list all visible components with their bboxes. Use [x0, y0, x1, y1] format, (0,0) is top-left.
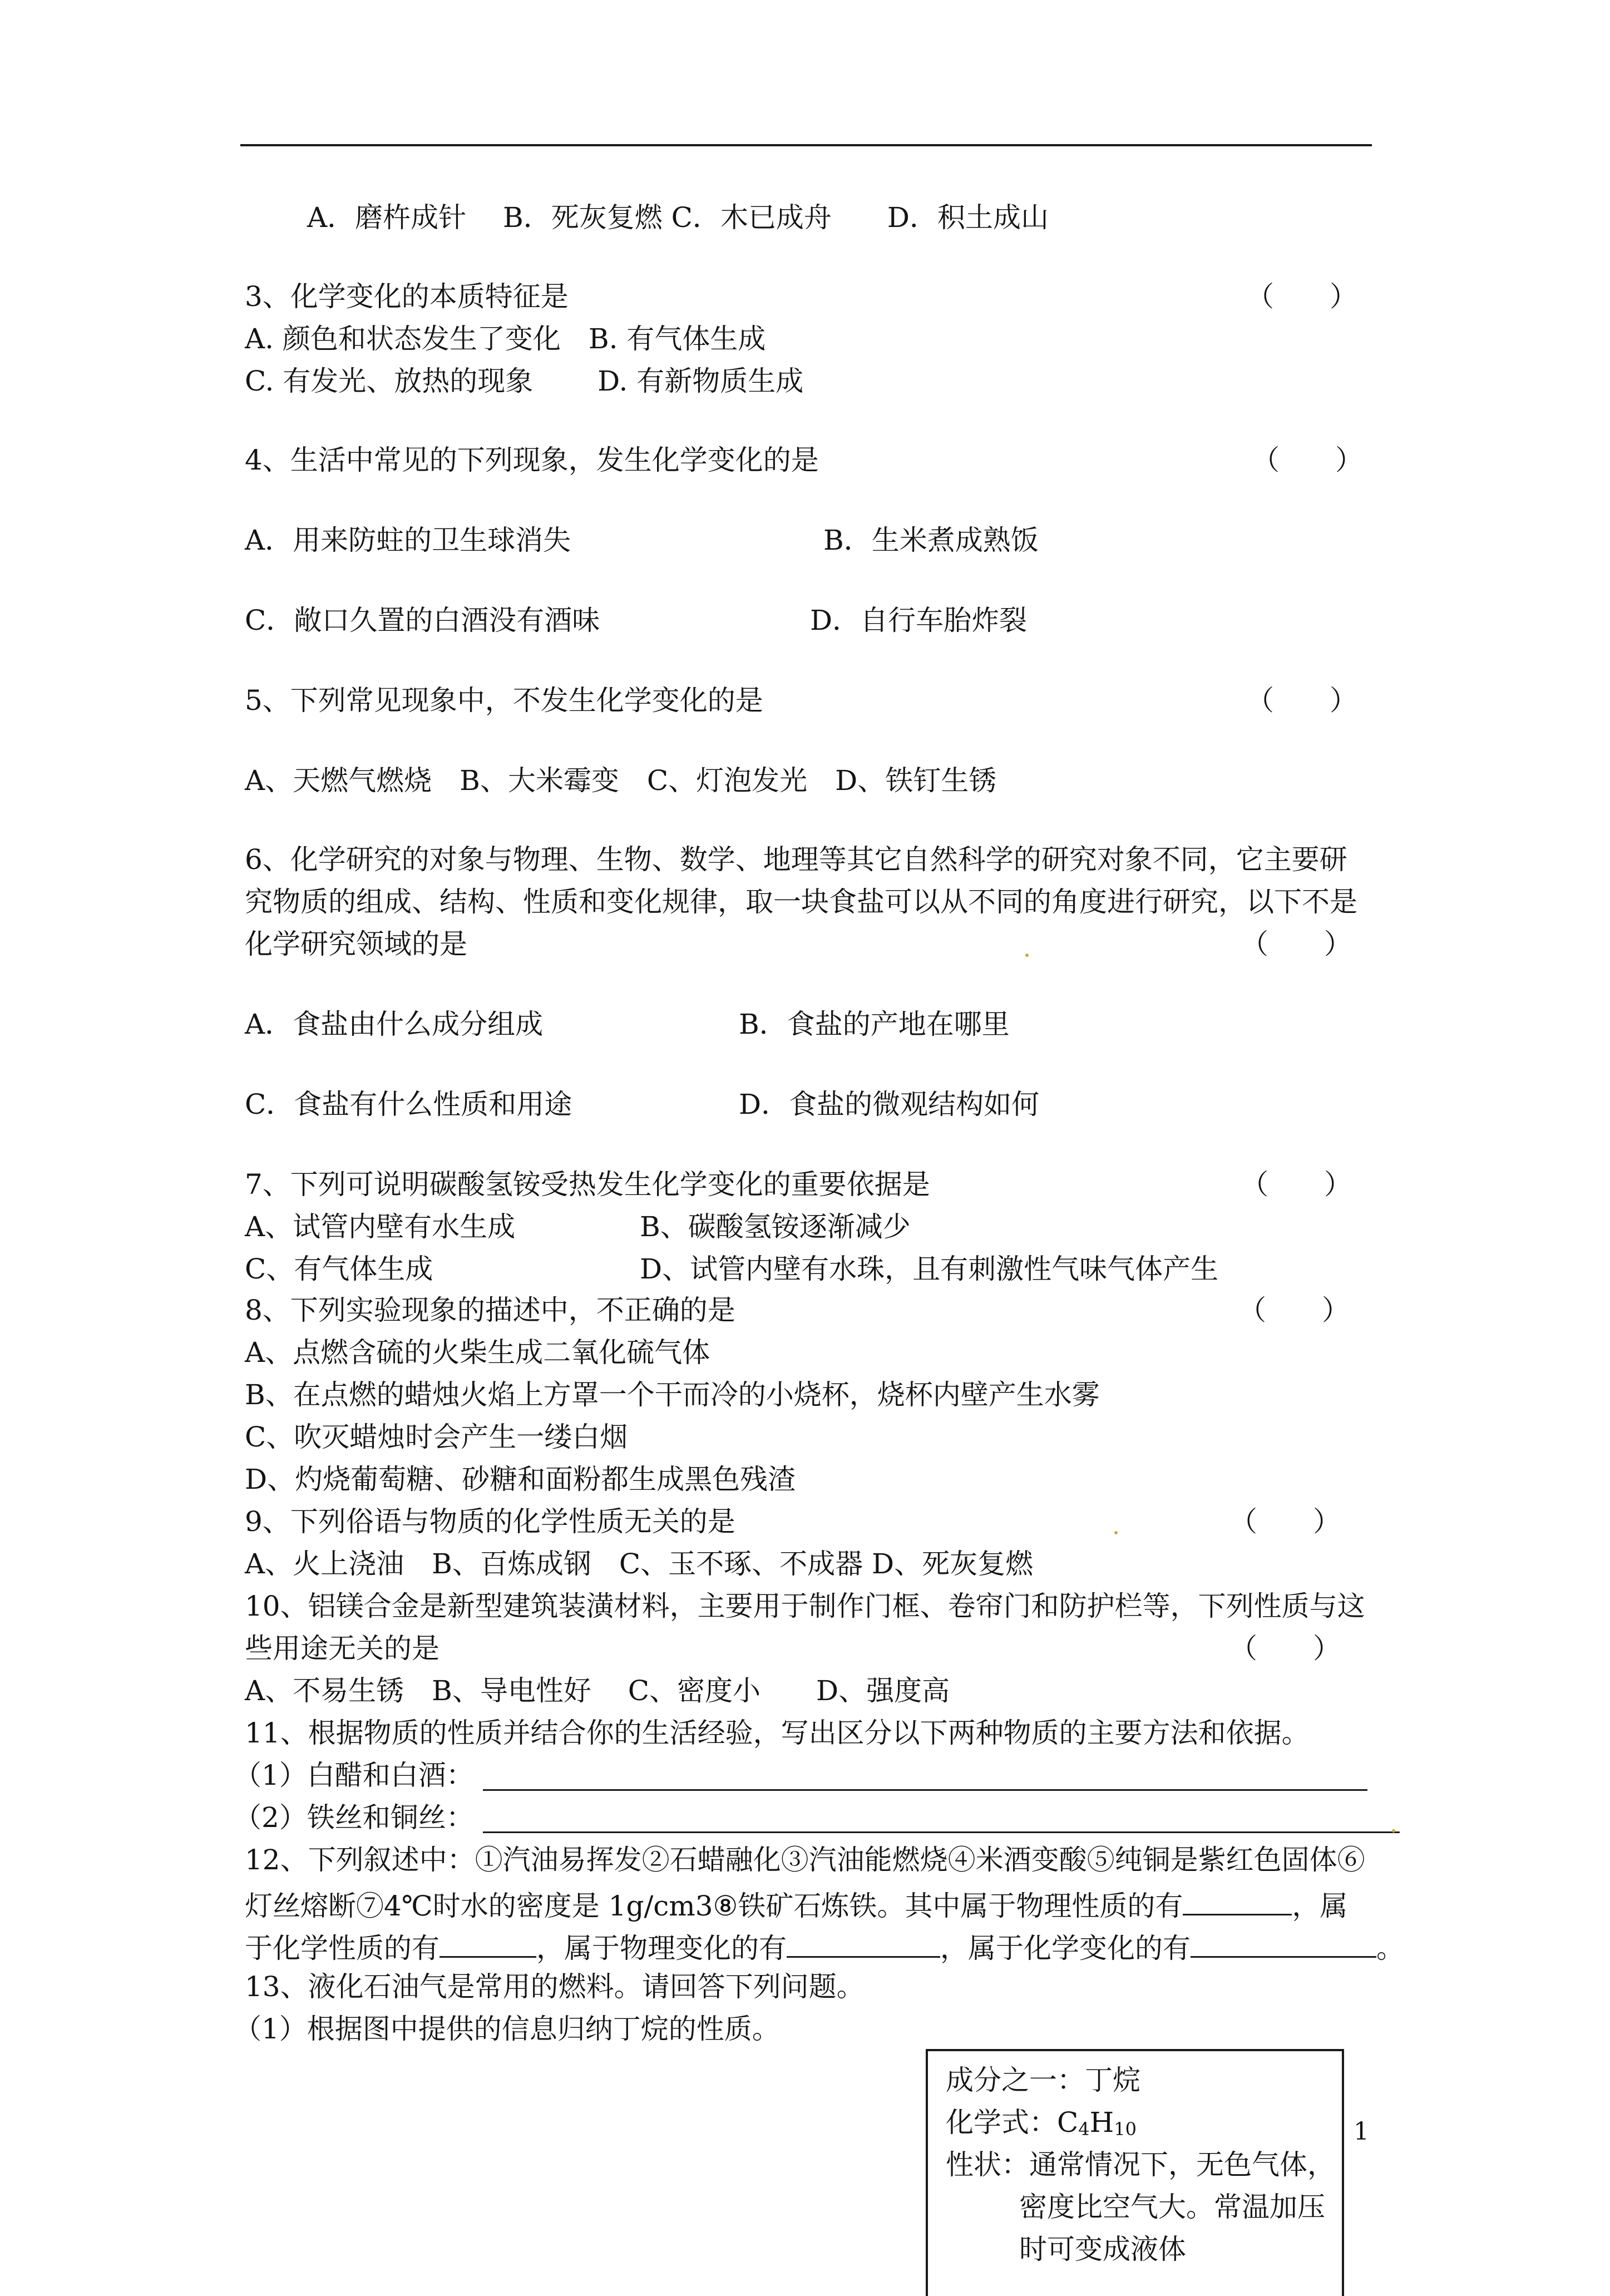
q8-option-a: A、点燃含硫的火柴生成二氧化硫气体 [245, 1336, 710, 1369]
q6-option-b: B．食盐的产地在哪里 [739, 1008, 1010, 1040]
q6-stem-line1: 6、化学研究的对象与物理、生物、数学、地理等其它自然科学的研究对象不同，它主要研 [245, 843, 1347, 876]
q6-answer-bracket: （ ） [1241, 928, 1352, 960]
q12-line3-mid1: ，属于物理变化的有 [536, 1932, 787, 1964]
q4-option-d: D．自行车胎炸裂 [810, 604, 1028, 636]
q7-stem: 7、下列可说明碳酸氢铵受热发生化学变化的重要依据是 [245, 1168, 930, 1201]
q4-option-a: A．用来防蛀的卫生球消失 [245, 524, 571, 556]
q7-option-c: C、有气体生成 [245, 1253, 433, 1285]
q12-line2-tail: ，属 [1292, 1890, 1348, 1922]
q8-stem: 8、下列实验现象的描述中，不正确的是 [245, 1294, 735, 1326]
q9-options: A、火上浇油 B、百炼成钢 C、玉不琢、不成器 D、死灰复燃 [245, 1548, 1034, 1580]
info-box-properties-line2: 密度比空气大。常温加压 [1019, 2191, 1325, 2223]
q4-option-c: C．敞口久置的白酒没有酒味 [245, 604, 600, 636]
q12-line3 [245, 1930, 1404, 1962]
q10-stem-line1: 10、铝镁合金是新型建筑装潢材料，主要用于制作门框、卷帘门和防护栏等，下列性质与这 [245, 1590, 1365, 1622]
q6-stem-line3: 化学研究领域的是 [245, 928, 467, 960]
q3-options-line2: C. 有发光、放热的现象 D. 有新物质生成 [245, 365, 804, 397]
q6-option-a: A．食盐由什么成分组成 [245, 1008, 544, 1040]
q9-stem: 9、下列俗语与物质的化学性质无关的是 [245, 1505, 735, 1538]
q11-part2-answer-line[interactable] [483, 1831, 1400, 1833]
q10-answer-bracket: （ ） [1229, 1632, 1341, 1665]
q8-option-c: C、吹灭蜡烛时会产生一缕白烟 [245, 1421, 628, 1453]
q8-option-b: B、在点燃的蜡烛火焰上方罩一个干而冷的小烧杯，烧杯内壁产生水雾 [245, 1379, 1100, 1411]
q4-option-b: B．生米煮成熟饭 [823, 524, 1039, 556]
q12-line3-mid2: ，属于化学变化的有 [940, 1932, 1191, 1964]
q12-chemical-change-blank[interactable] [1191, 1930, 1376, 1958]
q5-answer-bracket: （ ） [1246, 684, 1357, 717]
formula-label: 化学式： [946, 2106, 1057, 2139]
q9-answer-bracket: （ ） [1229, 1505, 1341, 1538]
q12-physical-property-blank[interactable] [1183, 1888, 1292, 1915]
q11-stem: 11、根据物质的性质并结合你的生活经验，写出区分以下两种物质的主要方法和依据。 [245, 1717, 1310, 1749]
q12-physical-change-blank[interactable] [787, 1930, 940, 1958]
info-box-properties-line3: 时可变成液体 [1019, 2233, 1186, 2265]
q4-stem: 4、生活中常见的下列现象，发生化学变化的是 [245, 444, 819, 476]
page-number: 1 [1354, 2117, 1369, 2146]
scan-speck [1114, 1531, 1118, 1534]
q6-option-c: C．食盐有什么性质和用途 [245, 1088, 572, 1120]
info-box-formula [946, 2106, 1137, 2140]
q7-option-b: B、碳酸氢铵逐渐减少 [640, 1211, 911, 1243]
formula-hydrogen-count: 10 [1114, 2119, 1137, 2140]
q13-stem: 13、液化石油气是常用的燃料。请回答下列问题。 [245, 1971, 865, 2003]
q10-stem-line2: 些用途无关的是 [245, 1632, 439, 1665]
formula-carbon-count: 4 [1078, 2119, 1090, 2140]
info-box-component: 成分之一：丁烷 [946, 2064, 1140, 2096]
q8-option-d: D、灼烧葡萄糖、砂糖和面粉都生成黑色残渣 [245, 1463, 796, 1495]
q7-option-a: A、试管内壁有水生成 [245, 1211, 516, 1243]
scan-speck [1392, 1829, 1395, 1833]
q12-line1: 12、下列叙述中：①汽油易挥发②石蜡融化③汽油能燃烧④米酒变酸⑤纯铜是紫红色固体⑥ [245, 1844, 1365, 1876]
q7-option-d: D、试管内壁有水珠，且有刺激性气味气体产生 [640, 1253, 1219, 1285]
q12-line3-text: 于化学性质的有 [245, 1932, 439, 1964]
q11-part1-label: （1）白醋和白酒： [234, 1759, 474, 1791]
q2-options: A．磨杵成针 B．死灰复燃 C．木已成舟 D．积土成山 [307, 201, 1049, 234]
q12-chemical-property-blank[interactable] [439, 1930, 536, 1958]
scan-speck [1025, 954, 1029, 957]
q7-answer-bracket: （ ） [1241, 1168, 1352, 1201]
q5-options: A、天燃气燃烧 B、大米霉变 C、灯泡发光 D、铁钉生锈 [245, 764, 997, 797]
header-rule [240, 144, 1372, 146]
q12-line2-text: 灯丝熔断⑦4℃时水的密度是 1g/cm3⑧铁矿石炼铁。其中属于物理性质的有 [245, 1890, 1183, 1922]
q3-answer-bracket: （ ） [1246, 280, 1357, 313]
formula-hydrogen: H [1089, 2106, 1114, 2139]
q12-line2 [245, 1888, 1347, 1920]
q6-stem-line2: 究物质的组成、结构、性质和变化规律，取一块食盐可以从不同的角度进行研究，以下不是 [245, 886, 1357, 918]
q5-stem: 5、下列常见现象中，不发生化学变化的是 [245, 684, 763, 717]
q11-part2-label: （2）铁丝和铜丝： [234, 1801, 474, 1834]
q10-options: A、不易生锈 B、导电性好 C、密度小 D、强度高 [245, 1675, 950, 1707]
q3-options-line1: A. 颜色和状态发生了变化 B. 有气体生成 [245, 323, 766, 355]
q12-line3-end: 。 [1376, 1932, 1404, 1964]
formula-carbon: C [1057, 2106, 1079, 2139]
q6-option-d: D．食盐的微观结构如何 [739, 1088, 1040, 1120]
q8-answer-bracket: （ ） [1238, 1294, 1350, 1326]
info-box-properties-line1: 性状：通常情况下，无色气体， [946, 2149, 1335, 2181]
q4-answer-bracket: （ ） [1252, 444, 1363, 476]
q3-stem: 3、化学变化的本质特征是 [245, 280, 569, 313]
q13-part1: （1）根据图中提供的信息归纳丁烷的性质。 [234, 2013, 780, 2045]
q11-part1-answer-line[interactable] [483, 1789, 1367, 1791]
